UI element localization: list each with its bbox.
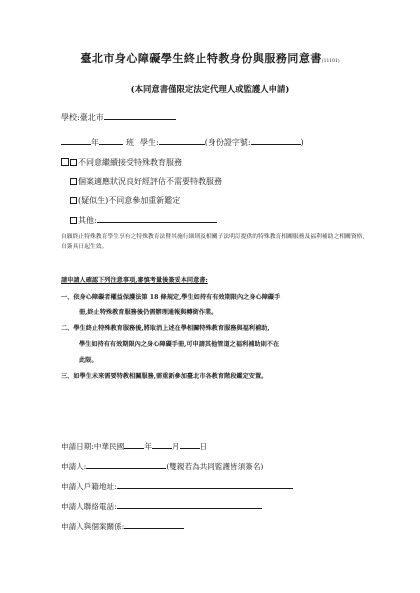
relation-field[interactable] [124,520,184,529]
form-title-text: 臺北市身心障礙學生終止特教身份與服務同意書 [80,52,322,65]
class-field[interactable] [99,136,123,145]
student-line [61,136,304,148]
date-line [61,440,207,452]
address-label: 申請人戶籍地址: [61,482,117,491]
form-title [0,50,420,66]
phone-label: 申請人聯絡電話: [61,502,117,511]
relation-line [61,520,184,532]
applicant-line [61,460,263,472]
student-name-field[interactable] [159,136,205,145]
date-label: 申請日期:中華民國 [61,442,125,451]
option-label-2: 個案適應狀況良好經評估不需要特教服務 [78,177,222,186]
notice-1-line-1: 一、依身心障礙者權益保護法第 18 條規定,學生如持有有效期限內之身心障礙手 [61,294,281,301]
month-unit: 月 [171,442,180,451]
month-field[interactable] [152,440,172,449]
school-label: 學校:臺北市 [61,113,104,122]
option-row-2 [70,177,222,187]
notice-1-line-2: 冊,終止特殊教育服務後仍需辦理通報與轉銜作業。 [79,309,218,316]
option-row-3 [70,196,180,206]
day-unit: 日 [199,442,208,451]
year-unit: 年 [144,442,152,451]
phone-line [61,500,262,512]
option-checkbox-1[interactable] [61,158,69,166]
student-label: 學生: [140,138,159,147]
option-row-4 [70,214,217,226]
address-line [61,480,293,492]
option-checkbox-1-inner[interactable] [70,159,77,166]
relation-label: 申請人與個案關係: [61,522,125,531]
phone-field[interactable] [117,500,262,509]
applicant-label: 申請人: [61,462,87,471]
notice-heading: 請申請人確認下列注意事項,審慎考量後簽妥本同意書: [61,277,208,284]
school-field[interactable] [104,111,176,120]
id-label: (身份證字號: [204,138,251,147]
notice-3-line-1: 三、如學生未來需要特教相關服務,需重新參加臺北市各教育階段鑑定安置。 [61,373,268,380]
grade-field[interactable] [61,136,91,145]
day-field[interactable] [180,440,200,449]
form-subtitle: (本同意書僅限定法定代理人或監護人申請) [130,84,290,94]
class-label: 班 [126,138,134,147]
option-checkbox-2[interactable] [70,178,77,185]
option-label-1: 不同意繼續接受特殊教育服務 [78,158,182,167]
form-version: (11101) [321,59,340,64]
notice-2-line-1: 二、學生終止特殊教育服務後,將取消上述在學相關特殊教育服務與福利補助, [61,325,270,332]
other-reason-field[interactable] [97,214,217,223]
option-checkbox-3[interactable] [70,197,77,204]
grade-label: 年 [91,138,99,147]
address-field[interactable] [117,480,293,489]
id-close: ) [300,138,304,147]
option-label-4: 其他: [78,216,97,225]
notice-2-line-3: 此限。 [79,357,98,364]
option-checkbox-4[interactable] [70,217,77,224]
id-number-field[interactable] [251,136,301,145]
applicant-note: (雙親若為共同監護皆須簽名) [166,462,264,471]
option-row-1 [61,158,182,168]
notice-2-line-2: 學生如持有有效期限內之身心障礙手冊,可申請其他管道之福利補助則不在 [79,341,280,348]
applicant-signature-field[interactable] [86,460,166,469]
option-label-3: (疑似生)不同意參加重新鑑定 [78,196,181,205]
school-line [61,111,176,123]
effect-note: 自願終止特殊教育學生享有之特殊教育法暨其施行細則及相關子法明訂提供的特殊教育相關服務及福利補助之相關資格,自簽具日起生效。 [61,234,365,250]
year-field[interactable] [124,440,144,449]
